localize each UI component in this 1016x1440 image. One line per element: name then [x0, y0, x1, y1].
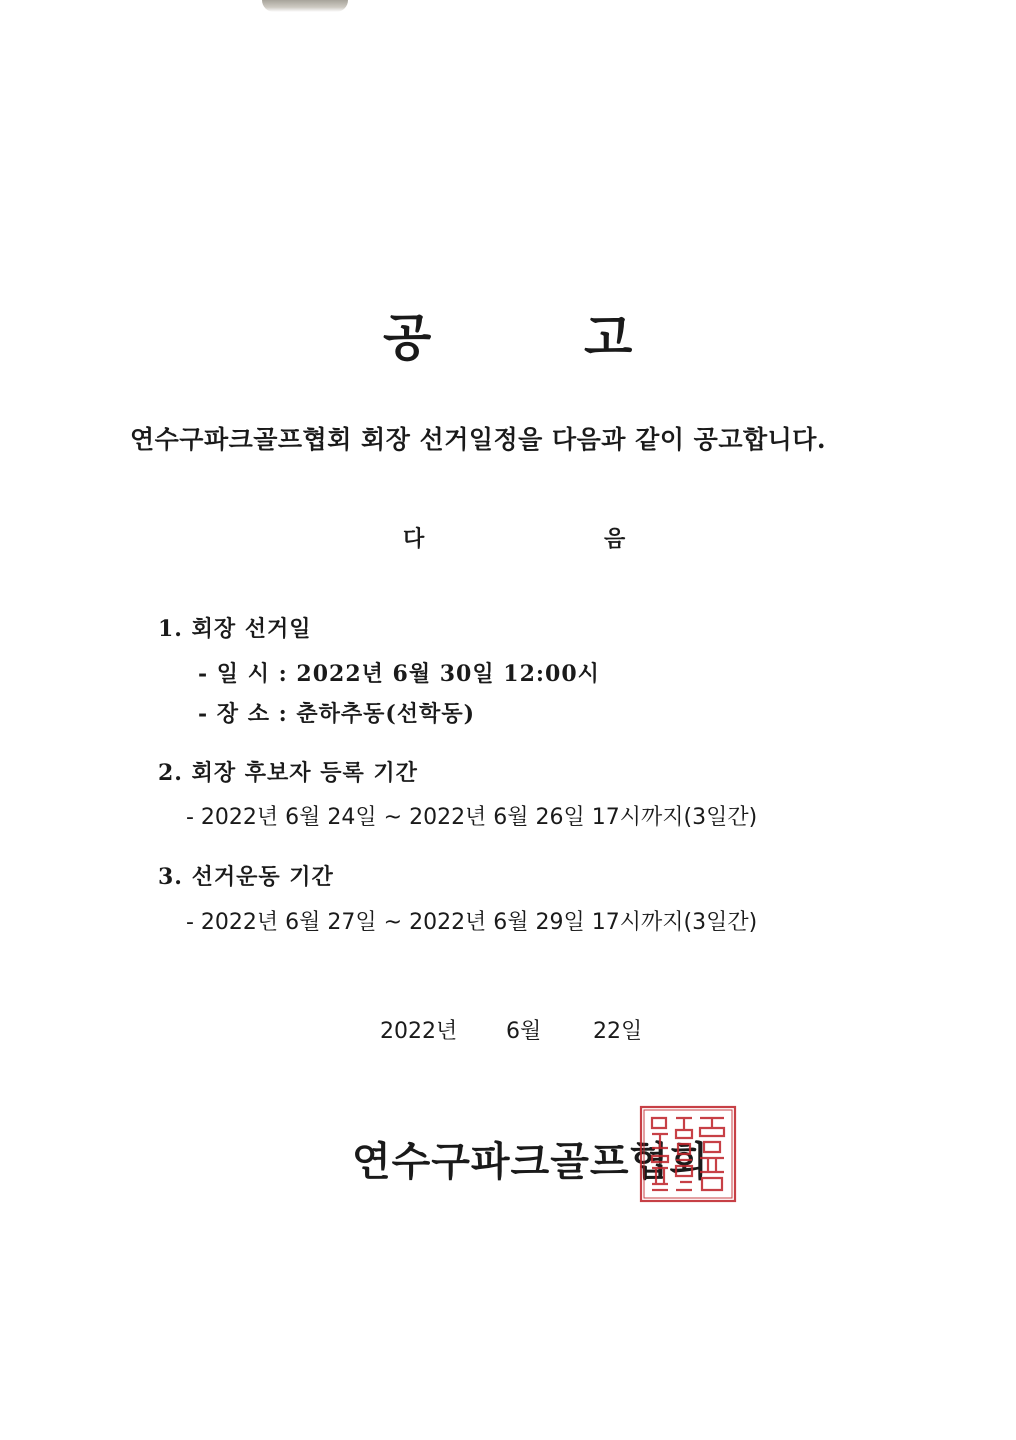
official-seal [638, 1104, 738, 1204]
section-3-title: 3. 선거운동 기간 [158, 864, 334, 890]
intro-text: 연수구파크골프협회 회장 선거일정을 다음과 같이 공고합니다. [130, 425, 827, 454]
following-heading [0, 522, 1016, 552]
section-1-location: - 장 소 : 춘하추동(선학동) [198, 701, 475, 727]
section-3-period: - 2022년 6월 27일 ~ 2022년 6월 29일 17시까지(3일간) [186, 910, 758, 935]
notice-date [0, 1014, 1016, 1044]
section-2-period: - 2022년 6월 24일 ~ 2022년 6월 26일 17시까지(3일간) [186, 805, 758, 830]
scan-artifact [262, 0, 348, 12]
title-char-1: 공 [383, 308, 432, 367]
title-char-2: 고 [584, 308, 633, 367]
date-day: 22일 [593, 1019, 643, 1044]
heading-char-2: 음 [604, 526, 626, 552]
notice-title [0, 298, 1016, 367]
date-month: 6월 [506, 1019, 542, 1044]
section-1-datetime: - 일 시 : 2022년 6월 30일 12:00시 [198, 661, 600, 687]
date-year: 2022년 [380, 1019, 458, 1044]
section-1-title: 1. 회장 선거일 [158, 616, 312, 642]
organization-name: 연수구파크골프협회 [352, 1138, 709, 1185]
heading-char-1: 다 [403, 526, 425, 552]
section-2-title: 2. 회장 후보자 등록 기간 [158, 760, 418, 786]
